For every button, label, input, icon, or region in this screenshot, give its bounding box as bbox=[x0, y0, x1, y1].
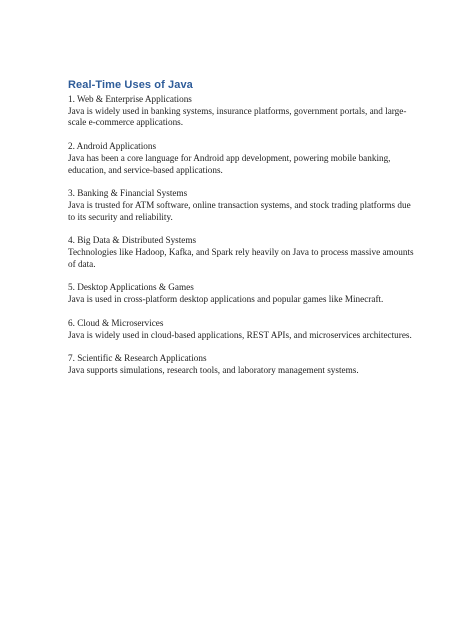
section-body: Java supports simulations, research tools, and laboratory management systems. bbox=[68, 364, 359, 375]
section-body: Java is widely used in banking systems, insurance platforms, government portals, and large-scale e-commerce applications. bbox=[68, 105, 407, 128]
section-heading: 3. Banking & Financial Systems bbox=[68, 188, 188, 199]
section-body: Java is used in cross-platform desktop applications and popular games like Minecraft. bbox=[68, 294, 384, 305]
section-heading: 6. Cloud & Microservices bbox=[68, 317, 164, 328]
section-heading: 1. Web & Enterprise Applications bbox=[68, 94, 192, 104]
section-cloud-microservices bbox=[68, 318, 418, 341]
section-desktop-games bbox=[68, 282, 418, 305]
section-heading: 5. Desktop Applications & Games bbox=[68, 282, 194, 293]
section-web-enterprise bbox=[68, 94, 418, 129]
section-heading: 4. Big Data & Distributed Systems bbox=[68, 235, 197, 246]
section-body: Java is trusted for ATM software, online transaction systems, and stock trading platforms due to its security and reliability. bbox=[68, 199, 411, 222]
document-content bbox=[68, 78, 418, 389]
section-big-data bbox=[68, 235, 418, 270]
section-body: Java is widely used in cloud-based applications, REST APIs, and microservices architectures. bbox=[68, 329, 412, 340]
section-heading: 2. Android Applications bbox=[68, 141, 157, 152]
section-android bbox=[68, 141, 418, 176]
section-body: Java has been a core language for Android app development, powering mobile banking, education, and service-based applications. bbox=[68, 152, 391, 175]
section-banking-financial bbox=[68, 188, 418, 223]
section-heading: 7. Scientific & Research Applications bbox=[68, 353, 207, 364]
section-scientific-research bbox=[68, 353, 418, 376]
document-title: Real-Time Uses of Java bbox=[68, 79, 193, 91]
section-body: Technologies like Hadoop, Kafka, and Spark rely heavily on Java to process massive amounts of data. bbox=[68, 247, 414, 269]
